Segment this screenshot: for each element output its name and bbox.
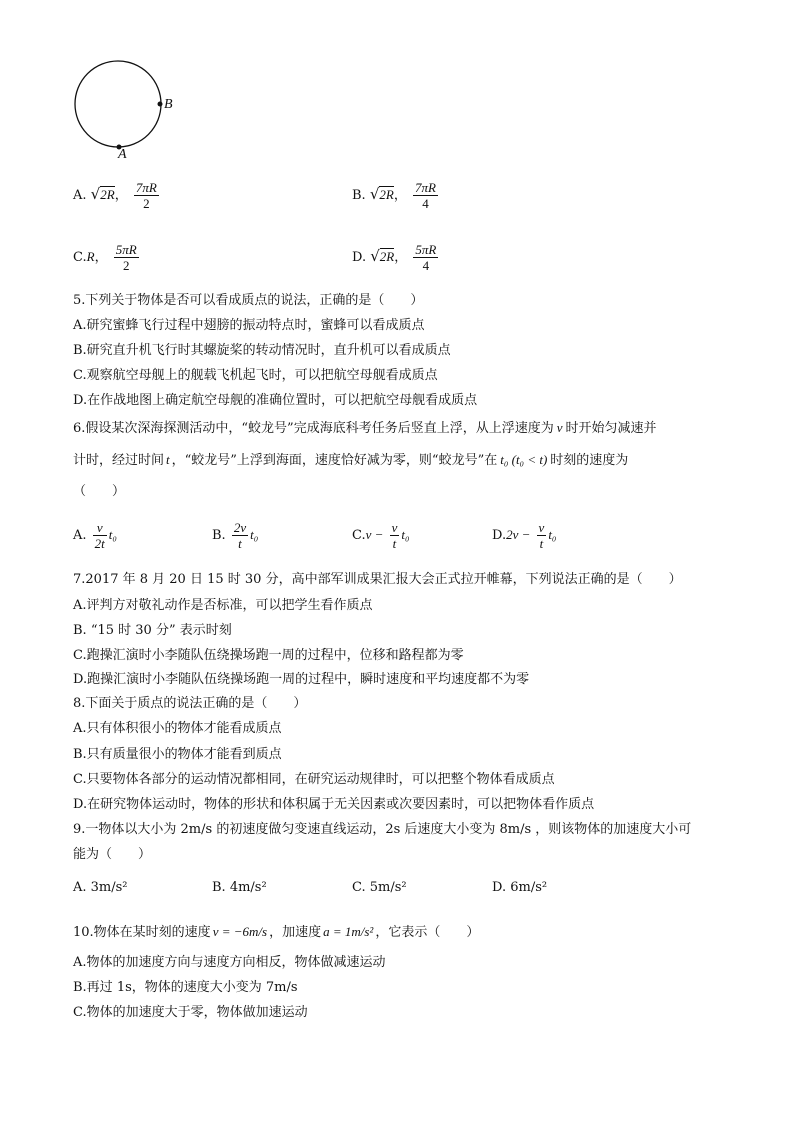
fraction: $\frac{7\pi R}{4}$	[415, 180, 436, 211]
q5-option-c[interactable]: C.观察航空母舰上的舰载飞机起飞时，可以把航空母舰看成质点	[73, 368, 438, 383]
option-letter: A.	[73, 188, 87, 203]
q5-option-b[interactable]: B.研究直升机飞行时其螺旋桨的转动情况时，直升机可以看成质点	[73, 343, 451, 358]
q7-option-a[interactable]: A.评判方对敬礼动作是否标准，可以把学生看作质点	[73, 598, 373, 613]
q6-paren: （ ）	[73, 484, 126, 499]
fraction: $\frac{5\pi R}{2}$	[115, 242, 137, 273]
q6-option-b[interactable]: B. $\frac{2v}{t}$ t₀	[212, 520, 259, 551]
q6-stem-line2: 计时，经过时间 t ，“蛟龙号”上浮到海面，速度恰好减为零，则“蛟龙号”在 t₀ (t₀ < t) 时刻的速度为	[73, 452, 629, 468]
fraction: $\frac{v}{2t}$	[94, 520, 105, 551]
q7-option-d[interactable]: D.跑操汇演时小李随队伍绕操场跑一周的过程中，瞬时速度和平均速度都不为零	[73, 672, 530, 687]
q5-option-d[interactable]: D.在作战地图上确定航空母舰的准确位置时，可以把航空母舰看成质点	[73, 393, 478, 408]
q8-option-c[interactable]: C.只要物体各部分的运动情况都相同，在研究运动规律时，可以把整个物体看成质点	[73, 772, 555, 787]
q9-stem-line2: 能为（ ）	[73, 847, 152, 862]
q9-option-d[interactable]: D. 6m/s²	[492, 880, 548, 895]
option-value: R	[86, 249, 95, 264]
fraction: $\frac{v}{t}$	[391, 520, 398, 551]
q8-option-d[interactable]: D.在研究物体运动时，物体的形状和体积属于无关因素或次要因素时，可以把物体看作质点	[73, 797, 595, 812]
q5-stem: 5.下列关于物体是否可以看成质点的说法，正确的是（ ）	[73, 293, 424, 308]
fraction: $\frac{2v}{t}$	[233, 520, 247, 551]
q8-option-b[interactable]: B.只有质量很小的物体才能看到质点	[73, 747, 282, 762]
option-letter: D.	[352, 250, 367, 265]
q6-option-c[interactable]: C.v − $\frac{v}{t}$ t₀	[352, 520, 410, 551]
q8-stem: 8.下面关于质点的说法正确的是（ ）	[73, 696, 307, 711]
q6-option-a[interactable]: A. $\frac{v}{2t}$ t₀	[73, 520, 117, 551]
option-letter: C.	[73, 250, 87, 265]
circle	[75, 61, 161, 147]
sqrt-icon: √	[90, 185, 101, 203]
q10-option-b[interactable]: B.再过 1s，物体的速度大小变为 7m/s	[73, 980, 298, 995]
fraction: $\frac{v}{t}$	[538, 520, 545, 551]
q6-stem-line1: 6.假设某次深海探测活动中，“蛟龙号”完成海底科考任务后竖直上浮，从上浮速度为 v 时开始匀减速并	[73, 420, 657, 436]
q6-option-d[interactable]: D.2v − $\frac{v}{t}$ t₀	[492, 520, 557, 551]
q10-option-a[interactable]: A.物体的加速度方向与速度方向相反，物体做减速运动	[73, 955, 386, 970]
fraction: $\frac{7\pi R}{2}$	[135, 180, 157, 211]
q5-option-a[interactable]: A.研究蜜蜂飞行过程中翅膀的振动特点时，蜜蜂可以看成质点	[73, 318, 425, 333]
option-value: 2R	[379, 249, 395, 264]
q4-option-b[interactable]: B. √2R， $\frac{7\pi R}{4}$	[352, 180, 436, 211]
point-b-dot	[158, 102, 163, 107]
q9-option-c[interactable]: C. 5m/s²	[352, 880, 407, 895]
q10-stem: 10.物体在某时刻的速度 v = −6m/s ，加速度 a = 1m/s² ，它表示（ ）	[73, 924, 480, 940]
option-value: 2R	[379, 187, 394, 202]
point-a-label: A	[118, 147, 127, 162]
q9-stem-line1: 9.一物体以大小为 2m/s 的初速度做匀变速直线运动，2s 后速度大小变为 8m/s ，则该物体的加速度大小可	[73, 822, 692, 837]
fraction: $\frac{5\pi R}{4}$	[415, 242, 437, 273]
q10-option-c[interactable]: C.物体的加速度大于零，物体做加速运动	[73, 1005, 308, 1020]
q4-option-a[interactable]: A. √2R， $\frac{7\pi R}{2}$	[73, 180, 157, 211]
q9-option-a[interactable]: A. 3m/s²	[73, 880, 128, 895]
option-value: 2R	[100, 187, 115, 202]
q7-option-c[interactable]: C.跑操汇演时小李随队伍绕操场跑一周的过程中，位移和路程都为零	[73, 648, 464, 663]
sqrt-icon: √	[370, 247, 380, 265]
sqrt-icon: √	[369, 185, 380, 203]
q7-option-b[interactable]: B. “15 时 30 分” 表示时刻	[73, 623, 232, 638]
q4-option-c[interactable]: C.R， $\frac{5\pi R}{2}$	[73, 242, 137, 273]
q9-option-b[interactable]: B. 4m/s²	[212, 880, 267, 895]
option-letter: B.	[352, 188, 366, 203]
point-b-label: B	[164, 97, 173, 112]
q8-option-a[interactable]: A.只有体积很小的物体才能看成质点	[73, 721, 282, 736]
q4-option-d[interactable]: D. √2R， $\frac{5\pi R}{4}$	[352, 242, 437, 273]
q7-stem: 7.2017 年 8 月 20 日 15 时 30 分，高中部军训成果汇报大会正式拉开帷幕，下列说法正确的是（ ）	[73, 572, 682, 587]
